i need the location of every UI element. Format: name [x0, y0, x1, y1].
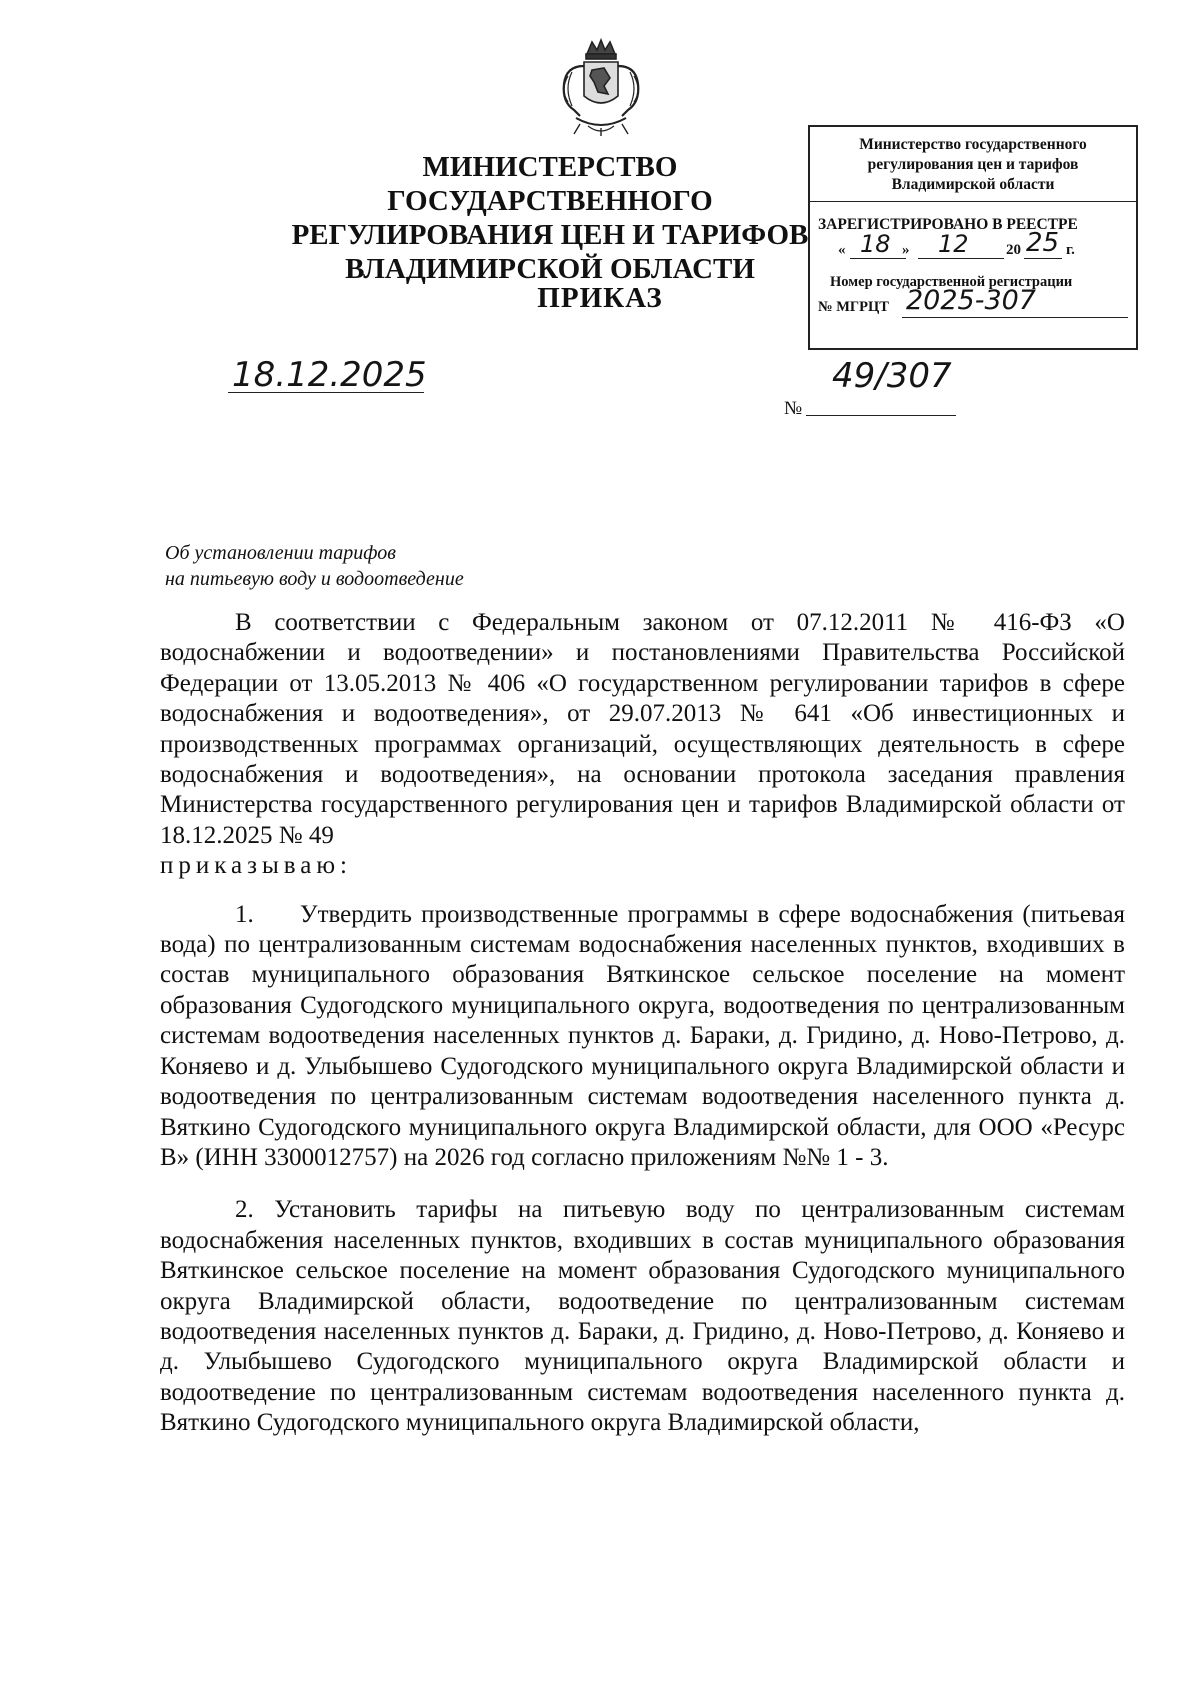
stamp-year-prefix: 20 [1006, 242, 1021, 258]
document-type-title: ПРИКАЗ [537, 282, 663, 314]
order-number-underline [806, 415, 956, 416]
stamp-year-suffix: 25 [1026, 228, 1060, 258]
stamp-day: 18 [860, 230, 891, 258]
order-word: приказываю: [160, 852, 352, 880]
order-date-underline [228, 392, 424, 393]
stamp-registered-label: ЗАРЕГИСТРИРОВАНО В РЕЕСТРЕ [818, 216, 1078, 233]
stamp-close-quote: » [902, 242, 910, 258]
subject-line-1: Об установлении тарифов [165, 542, 396, 564]
stamp-org-line-1: Министерство государственного [859, 136, 1087, 153]
stamp-mgrpt-label: № МГРЦТ [818, 299, 889, 315]
registration-stamp [808, 125, 1138, 350]
stamp-date-row [810, 228, 1136, 266]
preamble-text: В соответствии с Федеральным законом от 07.12.2011 № 416-ФЗ «О водоснабжении и водоотведении» и постановлениями Правительства Российской Федерации от 13.05.2013 № 406 «О государственном регулировании тарифов в сфере водоснабжения и водоотведения», от 29.07.2013 № 641 «Об инвестиционных и производственных программах организаций, осуществляющих деятельность в сфере водоснабжения и водоотведения», на основании протокола заседания правления Министерства государственного регулирования цен и тарифов Владимирской области от 18.12.2025 № 49 [160, 609, 1125, 849]
item-1-paragraph: 1. Утвердить производственные программы в сфере водоснабжения (питьевая вода) по централизованным системам водоснабжения населенных пунктов, входивших в состав муниципального образования Вяткинское сельское поселение на момент образования Судогодского муниципального округа, водоотведения по централизованным системам водоотведения населенных пунктов д. Бараки, д. Гридино, д. Ново-Петрово, д. Коняево и д. Улыбышево Судогодского муниципального округа Владимирской области и водоотведения по централизованным системам водоотведения населенного пункта д. Вяткино Судогодского муниципального округа Владимирской области, для ООО «Ресурс В» (ИНН 3300012757) на 2026 год согласно приложениям №№ 1 - 3. [160, 900, 1125, 1171]
preamble-paragraph [160, 608, 1125, 882]
stamp-org-line-2: регулирования цен и тарифов [867, 156, 1079, 173]
stamp-month: 12 [938, 230, 969, 258]
order-number: 49/307 [832, 356, 952, 396]
stamp-reg-number-label: Номер государственной регистрации [830, 274, 1073, 290]
order-number-label: № [784, 398, 803, 419]
stamp-organization [810, 127, 1136, 202]
order-subject [165, 540, 464, 592]
coat-of-arms-emblem [554, 36, 648, 140]
stamp-open-quote: « [838, 242, 846, 258]
item-2-paragraph: 2. Установить тарифы на питьевую воду по централизованным системам водоснабжения населенных пунктов, входивших в состав муниципального образования Вяткинское сельское поселение на момент образования Судогодского муниципального округа Владимирской области, водоотведение по централизованным системам водоотведения населенных пунктов д. Бараки, д. Гридино, д. Ново-Петрово, д. Коняево и д. Улыбышево Судогодского муниципального округа Владимирской области и водоотведение по централизованным системам водоотведения населенного пункта д. Вяткино Судогодского муниципального округа Владимирской области, [160, 1196, 1125, 1437]
stamp-org-line-3: Владимирской области [891, 176, 1055, 193]
order-date: 18.12.2025 [232, 355, 427, 395]
ministry-line-1: МИНИСТЕРСТВО ГОСУДАРСТВЕННОГО [387, 151, 713, 217]
order-body [160, 608, 1125, 1439]
ministry-line-2: РЕГУЛИРОВАНИЯ ЦЕН И ТАРИФОВ [291, 219, 809, 251]
stamp-year-unit: г. [1066, 242, 1075, 258]
ministry-line-3: ВЛАДИМИРСКОЙ ОБЛАСТИ [345, 253, 755, 285]
subject-line-2: на питьевую воду и водоотведение [165, 568, 464, 590]
ministry-name [280, 150, 820, 286]
stamp-reg-number-row [810, 285, 1136, 325]
stamp-reg-number: 2025-307 [906, 285, 1036, 316]
